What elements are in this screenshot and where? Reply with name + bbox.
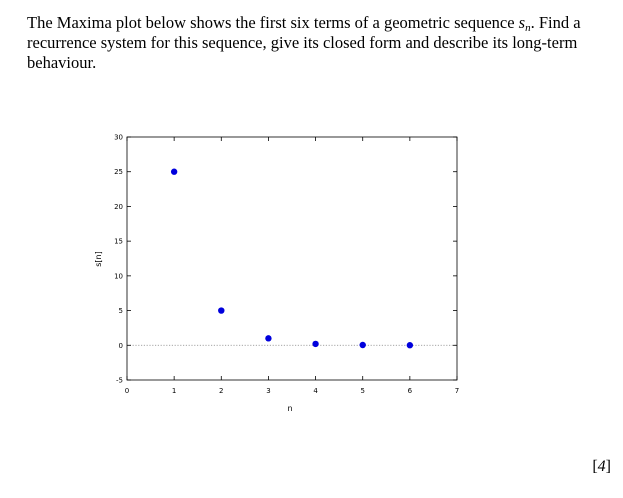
data-point-4 [312, 341, 318, 347]
x-tick-label-4: 4 [313, 387, 318, 395]
y-tick-label--5: -5 [116, 376, 123, 385]
y-tick-label-30: 30 [114, 133, 123, 142]
marks-value: 4 [597, 458, 606, 475]
marks-indicator [592, 458, 611, 476]
x-tick-label-5: 5 [360, 387, 365, 395]
data-point-5 [360, 342, 366, 348]
y-tick-label-25: 25 [114, 168, 123, 177]
x-tick-label-3: 3 [266, 387, 271, 395]
data-point-3 [265, 335, 271, 341]
y-tick-label-20: 20 [114, 202, 123, 211]
x-tick-labels [125, 387, 459, 395]
y-tick-label-15: 15 [114, 237, 123, 246]
x-axis-label: n [287, 404, 293, 413]
sequence-symbol-letter: s [518, 13, 526, 32]
question-text-start: The Maxima plot below shows the first six terms of a geometric sequence [27, 13, 519, 32]
x-tick-label-6: 6 [407, 387, 413, 395]
data-point-2 [218, 307, 224, 313]
data-point-1 [171, 169, 177, 175]
y-tick-label-5: 5 [118, 307, 123, 316]
y-tick-labels [114, 134, 123, 385]
x-tick-label-7: 7 [454, 387, 460, 395]
y-tick-label-0: 0 [118, 341, 123, 350]
marks-close-bracket: ] [605, 458, 611, 475]
data-points [171, 169, 413, 349]
y-axis-label: s[n] [94, 251, 103, 267]
sequence-subscript: n [525, 22, 531, 34]
x-tick-label-0: 0 [124, 387, 130, 395]
data-point-6 [407, 342, 413, 348]
x-tick-label-2: 2 [219, 387, 224, 395]
x-tick-label-1: 1 [171, 387, 177, 395]
y-tick-label-10: 10 [114, 272, 123, 281]
marks-open-bracket: [ [592, 458, 598, 475]
question-text-end: . Find a recurrence system for this sequence, give its closed form and describe its long-term behaviour. [27, 13, 581, 72]
